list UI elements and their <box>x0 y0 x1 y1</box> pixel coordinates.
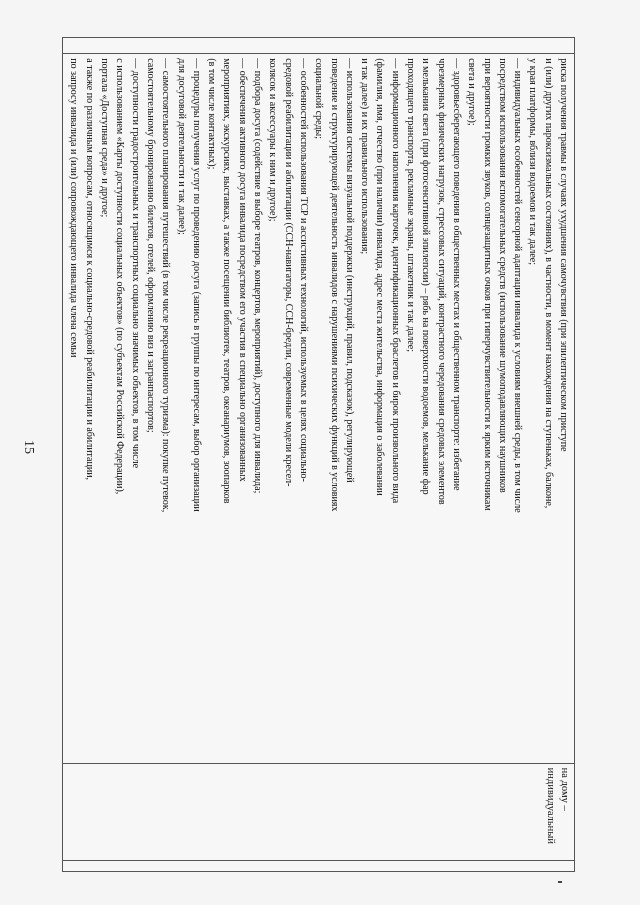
empty-cell <box>63 38 575 54</box>
text-line: — особенностей использования ТСР и ассистивных технологий, используемых в целях социально- <box>297 58 309 482</box>
right-edge-cell <box>63 861 575 872</box>
text-line: средовой реабилитации и абилитации (ССН-навигаторы, ССН-бредли, современные модели кресел- <box>282 58 294 487</box>
page-number: 15 <box>21 440 36 454</box>
text-line: и (или) других пароксизмальных состояниях), в частности, в момент нахождения на ступеньках, балконе, <box>542 58 554 509</box>
text-line: а также по различным вопросам, относящимся к социально-средовой реабилитации и абилитации, <box>83 58 95 481</box>
text-line: у края платформы, вблизи водоемов и так далее; <box>527 58 539 265</box>
text-line: колясок и аксессуары к ним и другое); <box>267 58 279 222</box>
text-line: риска получения травмы в случаях ухудшения самочувствия (при эпилептическом приступе <box>558 58 569 452</box>
services-table <box>62 37 575 872</box>
text-line: — индивидуальных особенностей сенсорной адаптации инвалида к условиям внешней среды, в том числе <box>512 58 524 513</box>
text-line: (фамилия, имя, отчество (при наличии) инвалида, адрес места жительства, информация о заболевании <box>374 58 386 496</box>
text-line: для досуговой деятельности и так далее); <box>175 58 187 235</box>
text-line: (в том числе контактных); <box>206 58 218 170</box>
scan-mark <box>558 881 562 883</box>
description-cell <box>63 54 575 763</box>
text-line: — обеспечения активного досуга инвалида посредством его участия в специально организованных <box>236 58 248 482</box>
text-line: поведение и структурирующей деятельность инвалидов с нарушениями психических функций в условиях <box>328 58 340 512</box>
text-line: — информационного наполнения карточек, идентификационных браслетов и бирок произвольного вида <box>389 58 401 504</box>
text-line: — подбора досуга (содействие в выборе театров, концертов, мероприятий), доступного для инвалида; <box>252 58 264 494</box>
table-row <box>63 38 575 872</box>
text-line: портала «Доступная среда» и другое; <box>99 58 111 218</box>
text-line: по запросу инвалида и (или) сопровождающего инвалида члена семьи <box>68 58 80 358</box>
text-line: самостоятельному бронированию билетов, отелей, оформлению виз и загранпаспортов; <box>144 58 156 433</box>
text-line: чрезмерных физических нагрузок, стрессовых ситуаций, контрастного чередования средовых элементов <box>435 58 447 505</box>
text-line: социальной среды; <box>313 58 325 140</box>
text-line: и мелькания света (при фотосенситивной эпилепсии) – рябь на поверхности водоемов, мелькание фар <box>420 58 432 495</box>
rotated-table-wrapper <box>65 37 575 872</box>
form-of-service-cell <box>63 763 575 861</box>
text-line: при вероятности громких звуков, солнцезащитных очков при гиперчувствительности к ярким источникам <box>481 58 493 511</box>
text-line: с использованием «Карты доступности социальных объектов» (по субъектам Российской Федерации), <box>114 58 126 495</box>
text-line: — доступности градостроительных и транспортных социально значимых объектов, в том числе <box>129 58 141 469</box>
text-line: посредством использования вспомогательных средств (использование шумоподавляющих наушников <box>496 58 508 493</box>
note-line: индивидуальный <box>545 767 556 844</box>
text-line: мероприятиях, экскурсиях, выставках, а также посещении библиотек, театров, океанариумов, зоопарков <box>221 58 233 504</box>
text-line: — здоровьесберегающего поведения в общественных местах и общественном транспорте: избегание <box>450 58 462 491</box>
text-line: — использования системы визуальной поддержки (инструкций, правил, подсказок), регулирующей <box>343 58 355 483</box>
text-line: и так далее) и их правильного использования; <box>359 58 371 255</box>
text-line: — самостоятельного планирования путешествий (в том числе рекреационного туризма): покупке путевок, <box>160 58 172 513</box>
text-line: — процедуры получения услуг по проведению досуга (запись в группы по интересам, выбор организации <box>190 58 202 512</box>
note-line: на дому – <box>559 767 570 811</box>
text-line: проходящего транспорта, рекламные экраны, штакетник и так далее; <box>405 58 417 353</box>
text-line: света и другое); <box>466 58 478 126</box>
